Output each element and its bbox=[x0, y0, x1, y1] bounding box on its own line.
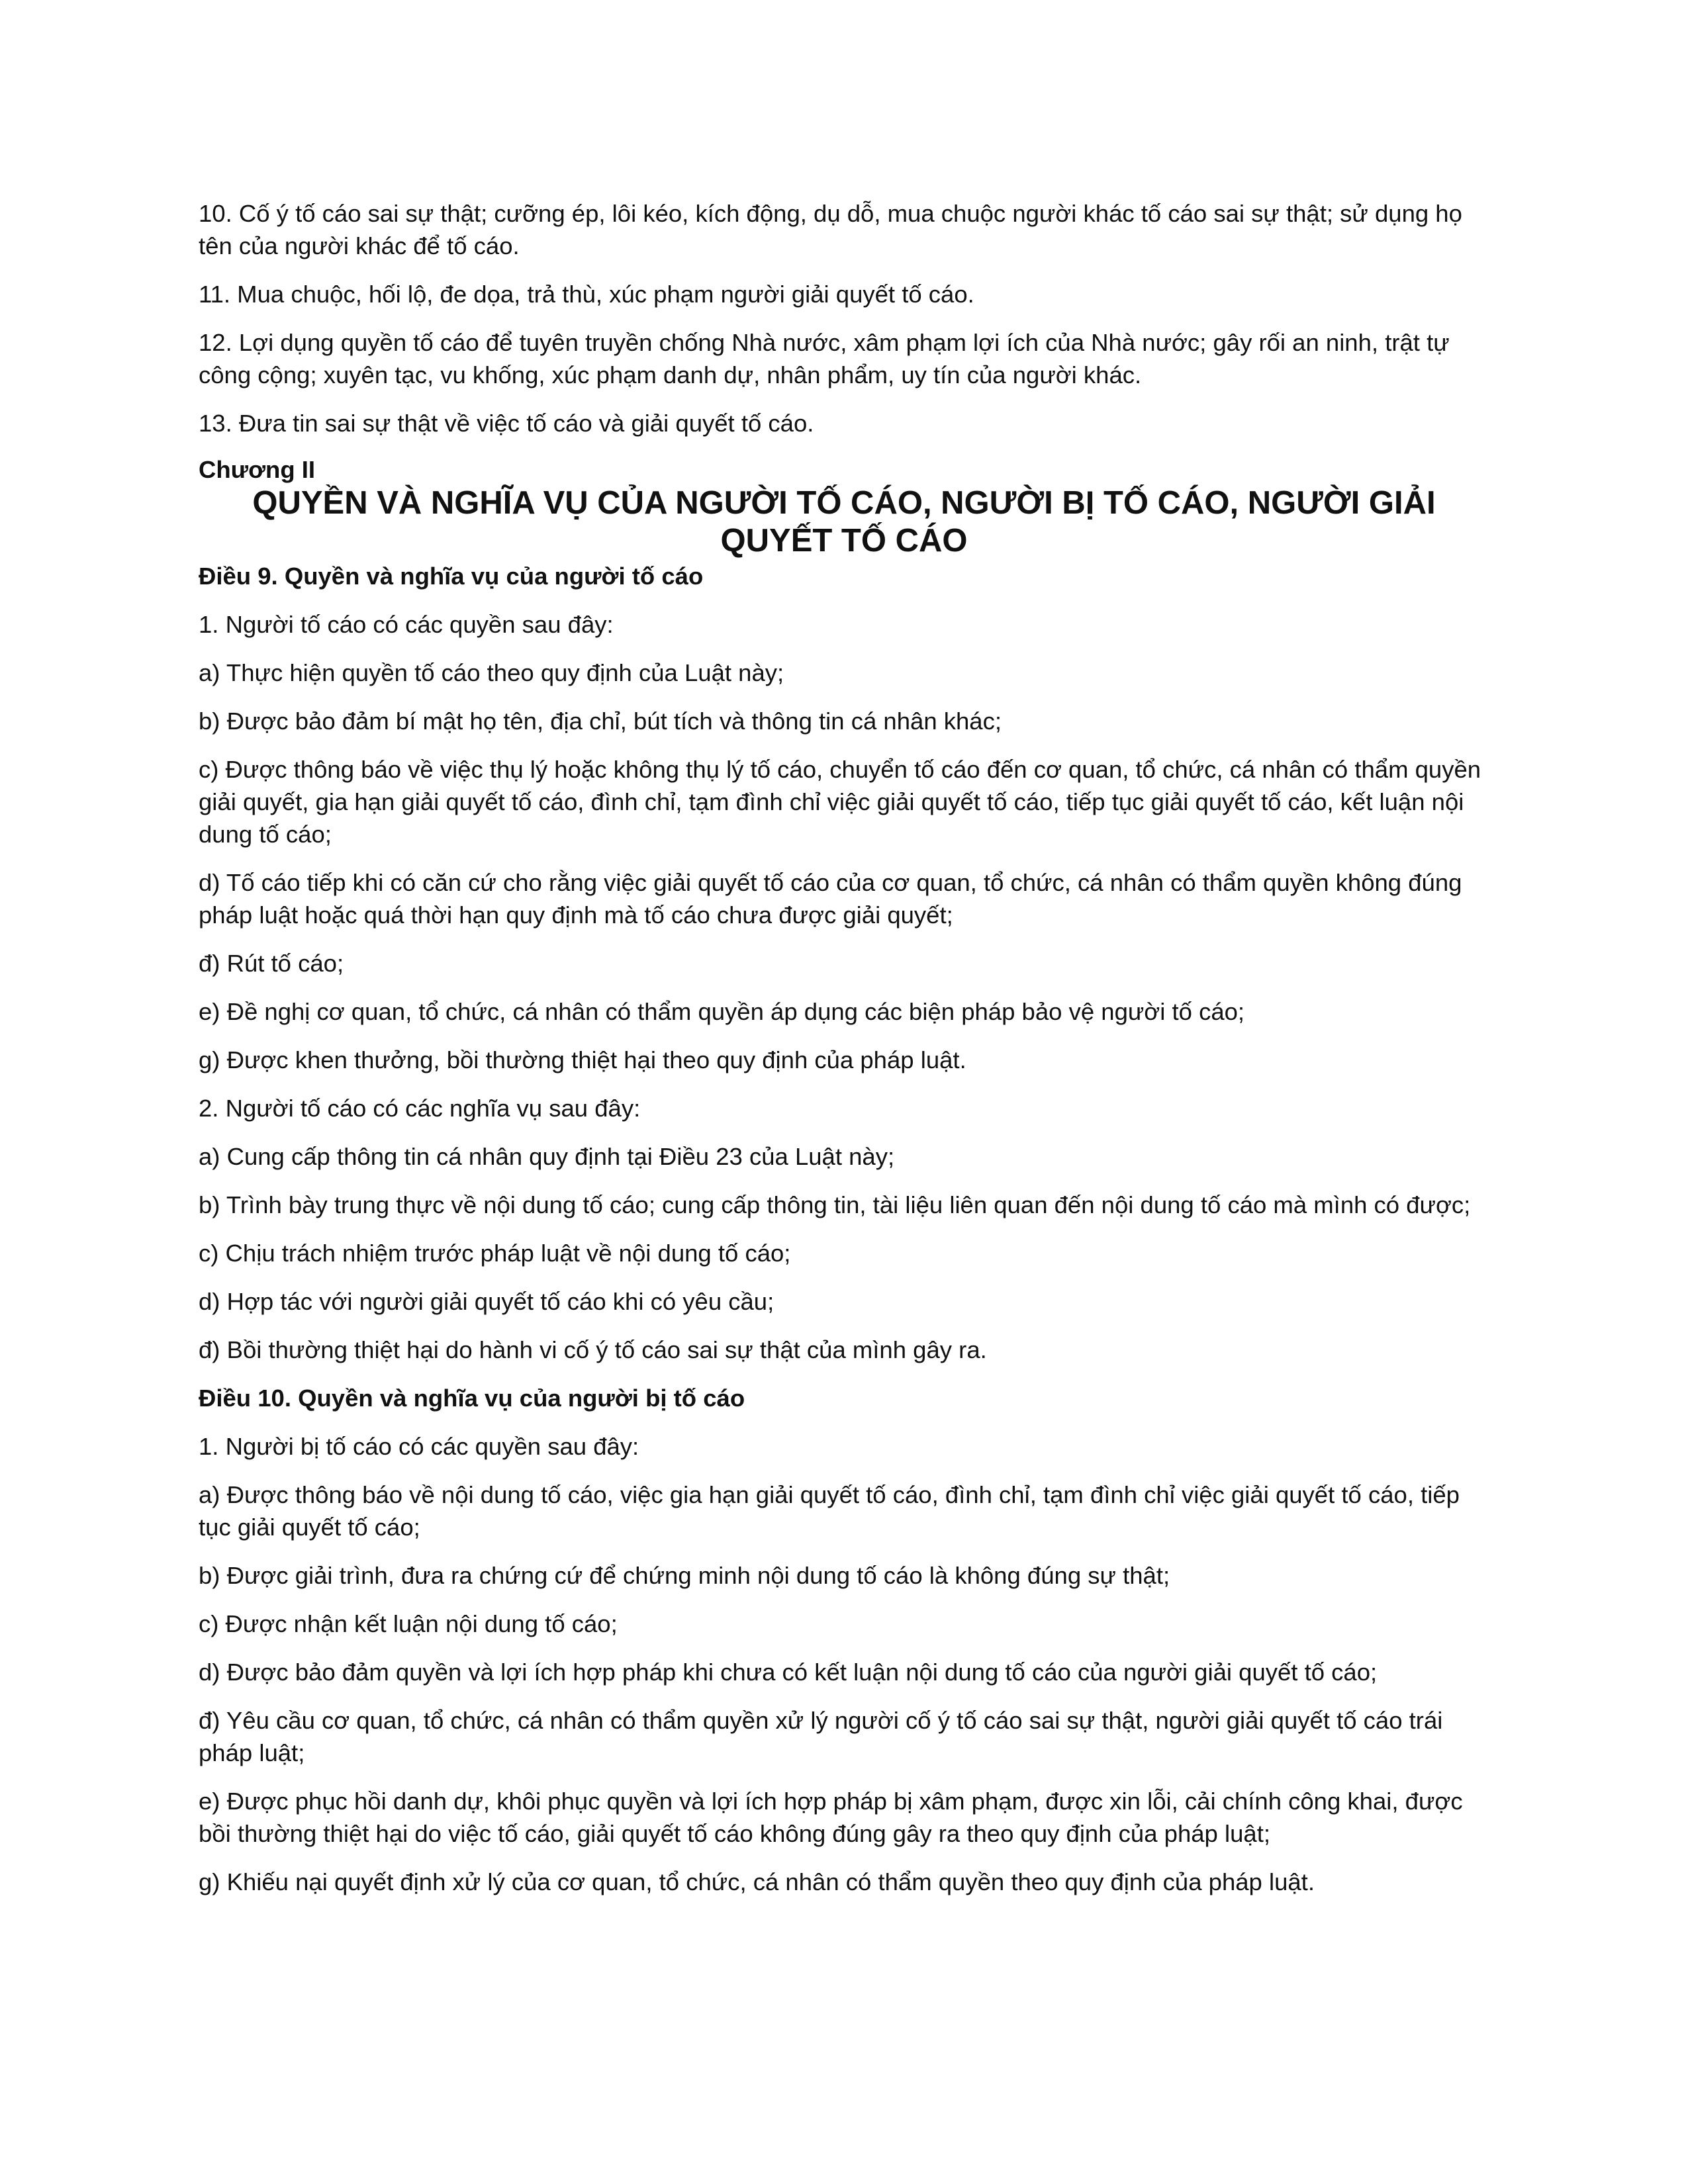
article-9-right-a: a) Thực hiện quyền tố cáo theo quy định của Luật này; bbox=[199, 659, 784, 686]
article-9-heading: Điều 9. Quyền và nghĩa vụ của người tố cáo bbox=[199, 563, 704, 590]
article-10-rights-intro: 1. Người bị tố cáo có các quyền sau đây: bbox=[199, 1433, 639, 1460]
article-9-right-g: g) Được khen thưởng, bồi thường thiệt hại theo quy định của pháp luật. bbox=[199, 1046, 966, 1073]
article-10-right-d: d) Được bảo đảm quyền và lợi ích hợp pháp khi chưa có kết luận nội dung tố cáo của người giải quyết tố cáo; bbox=[199, 1659, 1378, 1686]
article-9-right-d: d) Tố cáo tiếp khi có căn cứ cho rằng việc giải quyết tố cáo của cơ quan, tổ chức, cá nhân có thẩm quyền không đúng pháp luật hoặc quá thời hạn quy định mà tố cáo chưa được giải quyết; bbox=[199, 869, 1462, 929]
article-9-duty-d: d) Hợp tác với người giải quyết tố cáo khi có yêu cầu; bbox=[199, 1288, 774, 1315]
document-page bbox=[199, 197, 1489, 1914]
article-9-rights-intro: 1. Người tố cáo có các quyền sau đây: bbox=[199, 611, 614, 638]
article-9-duty-c: c) Chịu trách nhiệm trước pháp luật về nội dung tố cáo; bbox=[199, 1240, 791, 1267]
article-10-heading: Điều 10. Quyền và nghĩa vụ của người bị tố cáo bbox=[199, 1385, 745, 1412]
article-9-right-b: b) Được bảo đảm bí mật họ tên, địa chỉ, bút tích và thông tin cá nhân khác; bbox=[199, 707, 1002, 735]
article-10-right-b: b) Được giải trình, đưa ra chứng cứ để chứng minh nội dung tố cáo là không đúng sự thật; bbox=[199, 1562, 1170, 1589]
article-10-right-g: g) Khiếu nại quyết định xử lý của cơ quan, tổ chức, cá nhân có thẩm quyền theo quy định của pháp luật. bbox=[199, 1868, 1315, 1895]
chapter-label: Chương II bbox=[199, 456, 316, 483]
intro-item-13: 13. Đưa tin sai sự thật về việc tố cáo và giải quyết tố cáo. bbox=[199, 410, 814, 437]
article-9-right-dd: đ) Rút tố cáo; bbox=[199, 950, 344, 977]
article-9-right-e: e) Đề nghị cơ quan, tổ chức, cá nhân có thẩm quyền áp dụng các biện pháp bảo vệ người tố cáo; bbox=[199, 998, 1245, 1025]
article-9-duty-dd: đ) Bồi thường thiệt hại do hành vi cố ý tố cáo sai sự thật của mình gây ra. bbox=[199, 1336, 987, 1363]
intro-item-12: 12. Lợi dụng quyền tố cáo để tuyên truyền chống Nhà nước, xâm phạm lợi ích của Nhà nước; gây rối an ninh, trật tự công cộng; xuyên tạc, vu khống, xúc phạm danh dự, nhân phẩm, uy tín của người khác. bbox=[199, 329, 1450, 388]
article-9-duties-intro: 2. Người tố cáo có các nghĩa vụ sau đây: bbox=[199, 1095, 641, 1122]
article-10-right-a: a) Được thông báo về nội dung tố cáo, việc gia hạn giải quyết tố cáo, đình chỉ, tạm đình chỉ việc giải quyết tố cáo, tiếp tục giải quyết tố cáo; bbox=[199, 1481, 1460, 1541]
intro-item-11: 11. Mua chuộc, hối lộ, đe dọa, trả thù, xúc phạm người giải quyết tố cáo. bbox=[199, 281, 974, 308]
intro-item-10: 10. Cố ý tố cáo sai sự thật; cưỡng ép, lôi kéo, kích động, dụ dỗ, mua chuộc người khác tố cáo sai sự thật; sử dụng họ tên của người khác để tố cáo. bbox=[199, 200, 1462, 259]
article-9-duty-a: a) Cung cấp thông tin cá nhân quy định tại Điều 23 của Luật này; bbox=[199, 1143, 895, 1170]
article-9-duty-b: b) Trình bày trung thực về nội dung tố cáo; cung cấp thông tin, tài liệu liên quan đến nội dung tố cáo mà mình có được; bbox=[199, 1191, 1471, 1218]
chapter-title: QUYỀN VÀ NGHĨA VỤ CỦA NGƯỜI TỐ CÁO, NGƯỜI BỊ TỐ CÁO, NGƯỜI GIẢI QUYẾT TỐ CÁO bbox=[252, 485, 1436, 559]
article-10-right-dd: đ) Yêu cầu cơ quan, tổ chức, cá nhân có thẩm quyền xử lý người cố ý tố cáo sai sự thật, người giải quyết tố cáo trái pháp luật; bbox=[199, 1707, 1443, 1766]
article-10-right-e: e) Được phục hồi danh dự, khôi phục quyền và lợi ích hợp pháp bị xâm phạm, được xin lỗi, cải chính công khai, được bồi thường thiệt hại do việc tố cáo, giải quyết tố cáo không đúng gây ra theo quy định của pháp luật; bbox=[199, 1788, 1463, 1847]
article-9-right-c: c) Được thông báo về việc thụ lý hoặc không thụ lý tố cáo, chuyển tố cáo đến cơ quan, tổ chức, cá nhân có thẩm quyền giải quyết, gia hạn giải quyết tố cáo, đình chỉ, tạm đình chỉ việc giải quyết tố cáo, tiếp tục giải quyết tố cáo, kết luận nội dung tố cáo; bbox=[199, 756, 1481, 848]
article-10-right-c: c) Được nhận kết luận nội dung tố cáo; bbox=[199, 1610, 618, 1637]
